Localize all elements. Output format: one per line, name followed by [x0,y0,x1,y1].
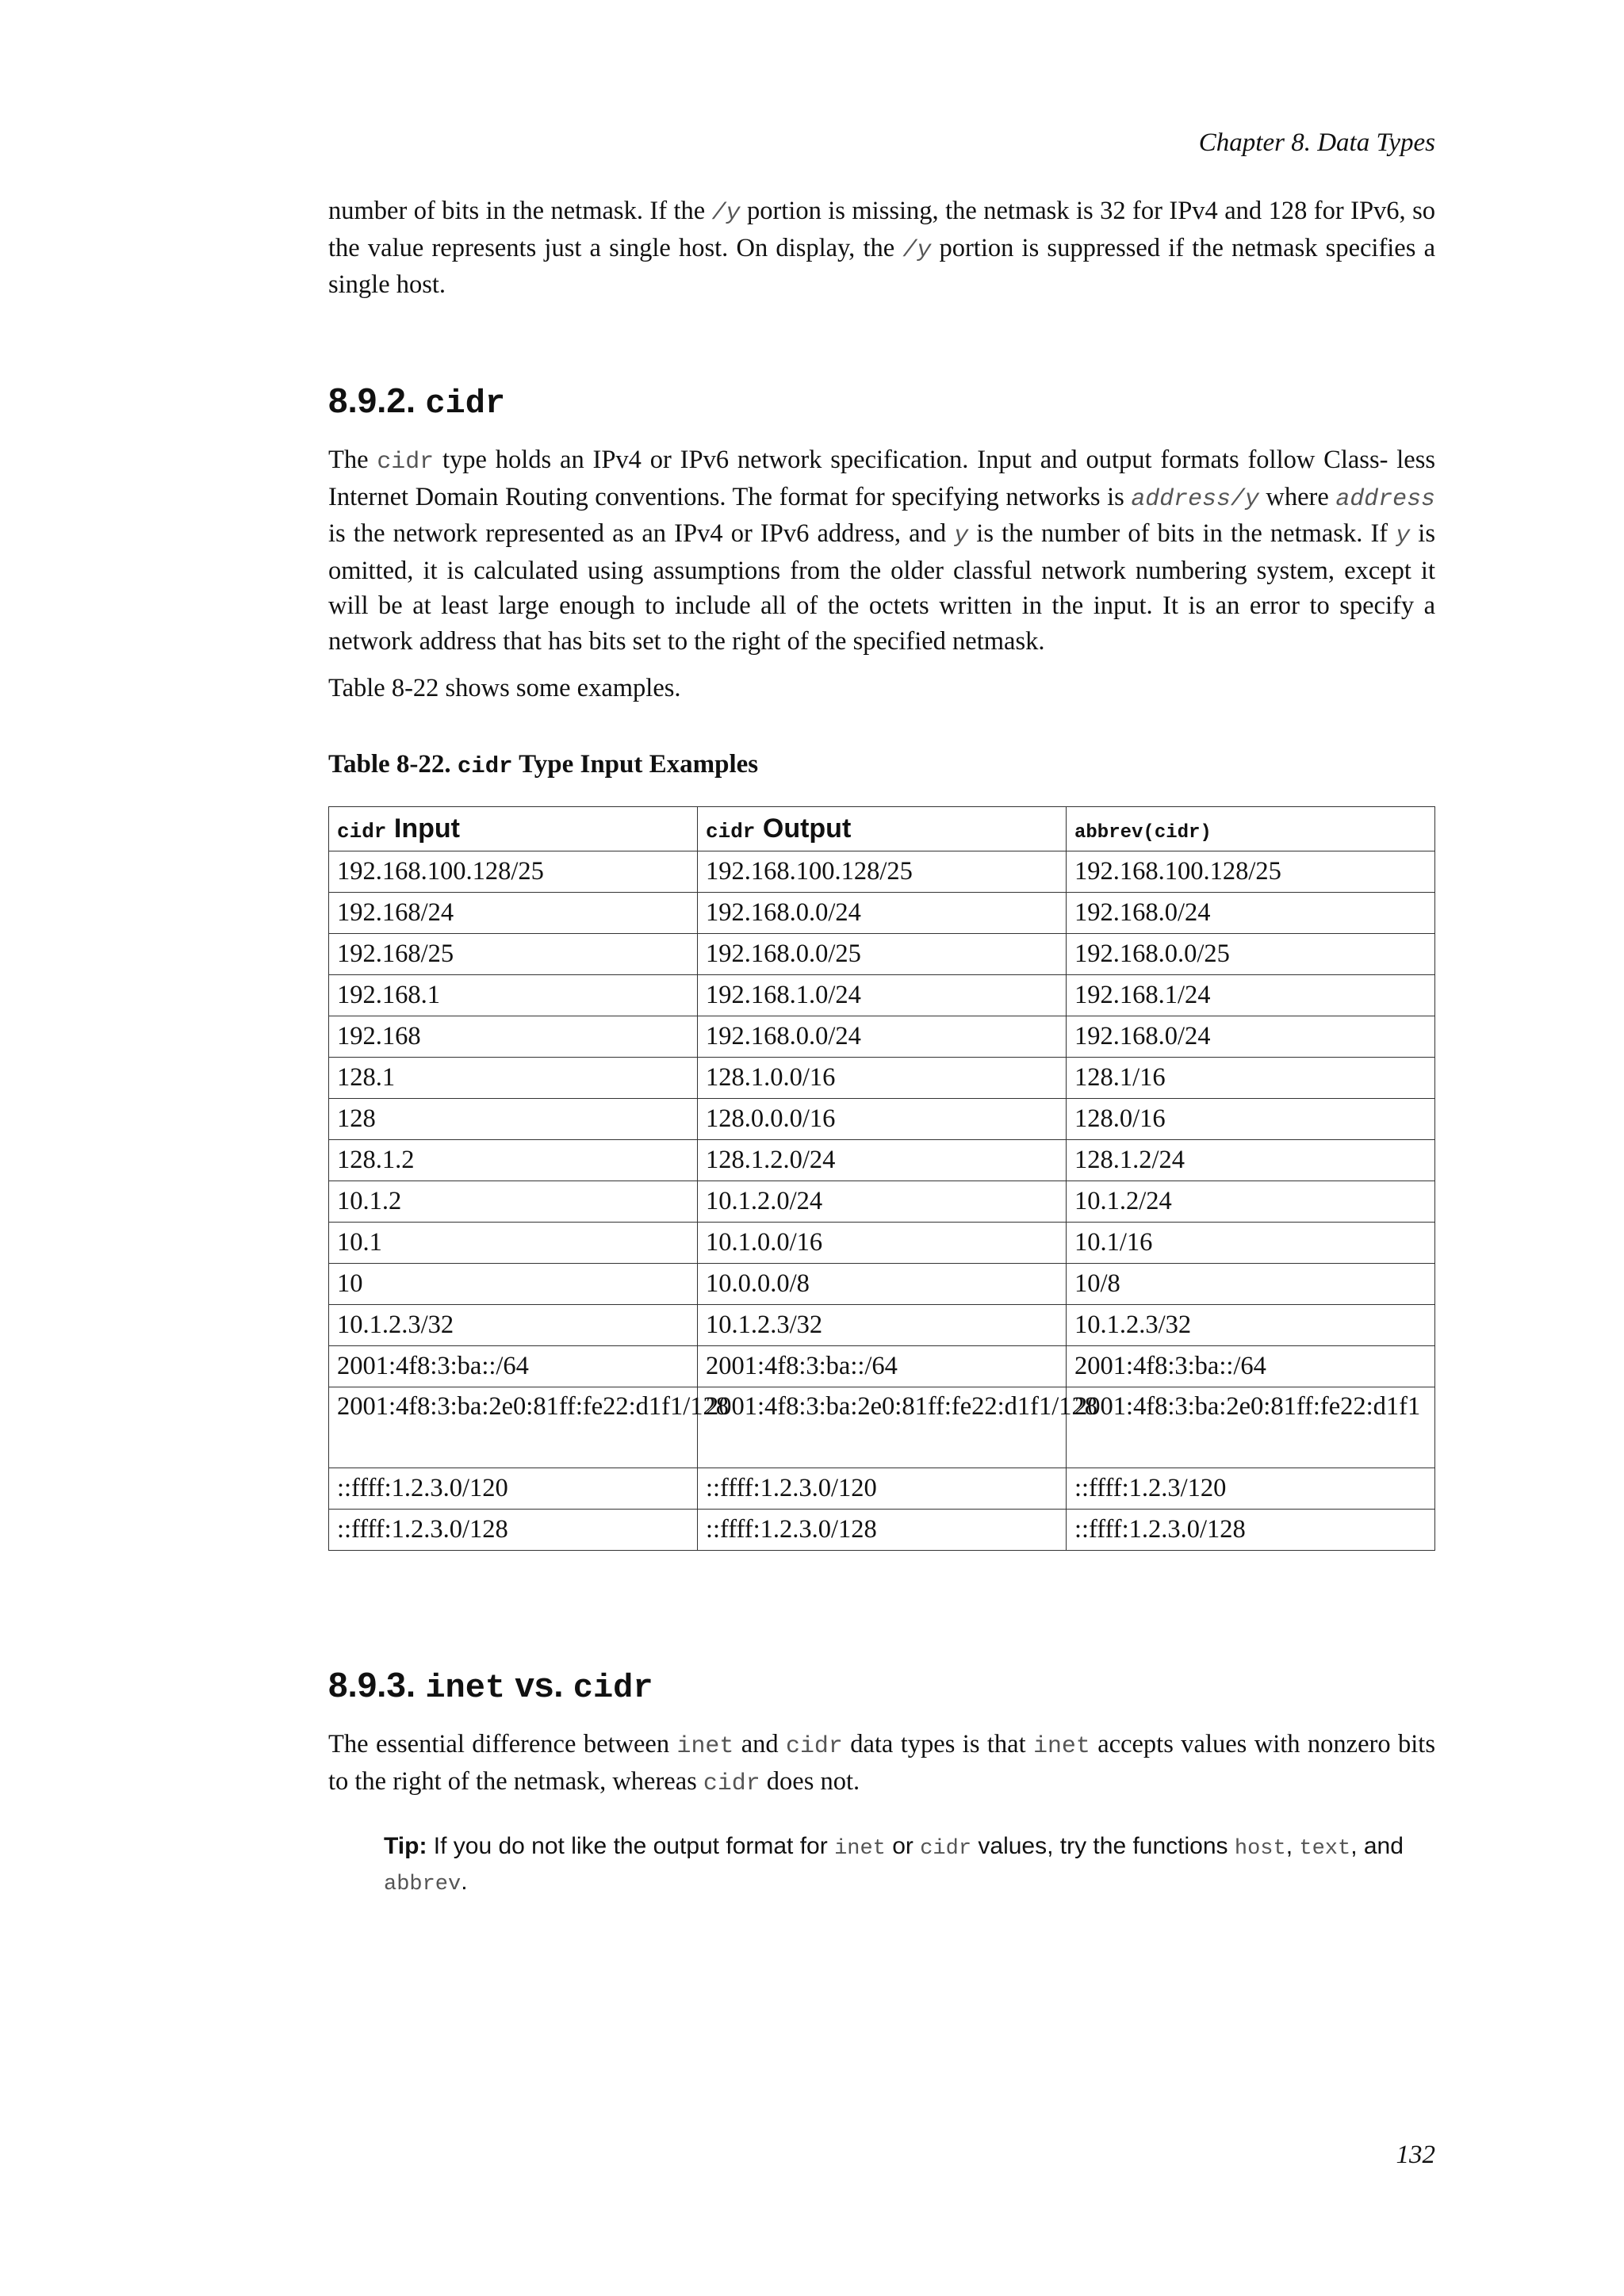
cell-abbrev: 192.168.100.128/25 [1067,851,1435,893]
table-row [329,1305,1435,1346]
cell-abbrev: 10.1.2/24 [1067,1181,1435,1223]
cell-input: 128 [329,1099,698,1140]
cell-input: 192.168/24 [329,893,698,934]
cell-abbrev: 10/8 [1067,1264,1435,1305]
inet-cidr-difference-paragraph: The essential difference between inet and cidr data types is that inet accepts values with nonzero bits to the right of the netmask, whereas cidr does not. [328,1730,1435,1797]
cell-input: 192.168/25 [329,934,698,975]
running-header: Chapter 8. Data Types [1198,128,1435,157]
cidr-description-paragraph: The cidr type holds an IPv4 or IPv6 network specification. Input and output formats follow Class- less Internet Domain Routing conventions. The format for specifying networks is address/y where address is the network represented as an IPv4 or IPv6 address, and y is the number of bits in the netmask. If y is omitted, it is calculated using assumptions from the older classful network numbering system, except it will be at least large enough to include all of the octets written in the input. It is an error to specify a network address that has bits set to the right of the specified netmask. [328,446,1435,656]
cell-input: 128.1 [329,1058,698,1099]
cell-abbrev: 10.1.2.3/32 [1067,1305,1435,1346]
cell-output: 192.168.0.0/25 [698,934,1067,975]
code-y: /y [902,235,932,263]
cell-abbrev: 2001:4f8:3:ba::/64 [1067,1346,1435,1387]
table-row [329,1346,1435,1387]
cell-output: 10.1.0.0/16 [698,1223,1067,1264]
cell-output: 10.1.2.0/24 [698,1181,1067,1223]
cell-input: 10.1.2.3/32 [329,1305,698,1346]
cidr-examples-table [328,806,1435,1551]
header-cidr-output: cidr Output [698,807,1067,851]
table-row [329,1468,1435,1510]
cell-output: ::ffff:1.2.3.0/120 [698,1468,1067,1510]
table-row [329,975,1435,1016]
cell-input: 2001:4f8:3:ba::/64 [329,1346,698,1387]
cell-input: 2001:4f8:3:ba:2e0:81ff:fe22:d1f1/128 [329,1387,698,1468]
code-y: /y [711,199,741,226]
cell-output: 192.168.100.128/25 [698,851,1067,893]
cell-output: 192.168.0.0/24 [698,1016,1067,1058]
cell-abbrev: 10.1/16 [1067,1223,1435,1264]
cell-input: 128.1.2 [329,1140,698,1181]
section-heading-cidr: 8.9.2. cidr [328,381,506,423]
table-row [329,851,1435,893]
cell-abbrev: 192.168.0/24 [1067,1016,1435,1058]
tip-note: Tip: If you do not like the output format for inet or cidr values, try the functions host, text, and abbrev. [384,1833,1404,1896]
cell-input: 10 [329,1264,698,1305]
table-row [329,893,1435,934]
table-row [329,1264,1435,1305]
table-row [329,1223,1435,1264]
cell-abbrev: ::ffff:1.2.3.0/128 [1067,1510,1435,1551]
cell-abbrev: 192.168.0/24 [1067,893,1435,934]
cell-input: 10.1 [329,1223,698,1264]
intro-paragraph: number of bits in the netmask. If the /y portion is missing, the netmask is 32 for IPv4 and 128 for IPv6, so the value represents just a single host. On display, the /y portion is suppressed if the netmask specifies a single host. [328,197,1435,299]
table-row [329,1016,1435,1058]
cell-input: 10.1.2 [329,1181,698,1223]
cell-output: 128.1.0.0/16 [698,1058,1067,1099]
table-row [329,1140,1435,1181]
header-abbrev-cidr: abbrev(cidr) [1067,807,1435,851]
table-row [329,1099,1435,1140]
cell-input: ::ffff:1.2.3.0/128 [329,1510,698,1551]
cell-abbrev: 128.1/16 [1067,1058,1435,1099]
page-number: 132 [1396,2141,1435,2169]
table-row [329,1387,1435,1468]
table-reference-paragraph: Table 8-22 shows some examples. [328,674,681,702]
table-row [329,934,1435,975]
cell-abbrev: 128.0/16 [1067,1099,1435,1140]
cell-output: 128.1.2.0/24 [698,1140,1067,1181]
section-heading-inet-vs-cidr: 8.9.3. inet vs. cidr [328,1666,653,1707]
cell-output: 2001:4f8:3:ba:2e0:81ff:fe22:d1f1/128 [698,1387,1067,1468]
cell-abbrev: 2001:4f8:3:ba:2e0:81ff:fe22:d1f1 [1067,1387,1435,1468]
table-row [329,1058,1435,1099]
cell-input: 192.168 [329,1016,698,1058]
cell-output: ::ffff:1.2.3.0/128 [698,1510,1067,1551]
header-cidr-input: cidr Input [329,807,698,851]
cell-abbrev: 192.168.1/24 [1067,975,1435,1016]
cell-input: 192.168.100.128/25 [329,851,698,893]
cell-abbrev: 128.1.2/24 [1067,1140,1435,1181]
table-row [329,1181,1435,1223]
cell-input: ::ffff:1.2.3.0/120 [329,1468,698,1510]
table-header-row [329,807,1435,851]
cell-output: 128.0.0.0/16 [698,1099,1067,1140]
cell-input: 192.168.1 [329,975,698,1016]
table-row [329,1510,1435,1551]
table-caption: Table 8-22. cidr Type Input Examples [328,750,759,779]
cell-output: 10.0.0.0/8 [698,1264,1067,1305]
cell-abbrev: 192.168.0.0/25 [1067,934,1435,975]
cell-output: 10.1.2.3/32 [698,1305,1067,1346]
cell-output: 192.168.1.0/24 [698,975,1067,1016]
cell-abbrev: ::ffff:1.2.3/120 [1067,1468,1435,1510]
cell-output: 2001:4f8:3:ba::/64 [698,1346,1067,1387]
cell-output: 192.168.0.0/24 [698,893,1067,934]
tip-label: Tip: [384,1833,427,1859]
